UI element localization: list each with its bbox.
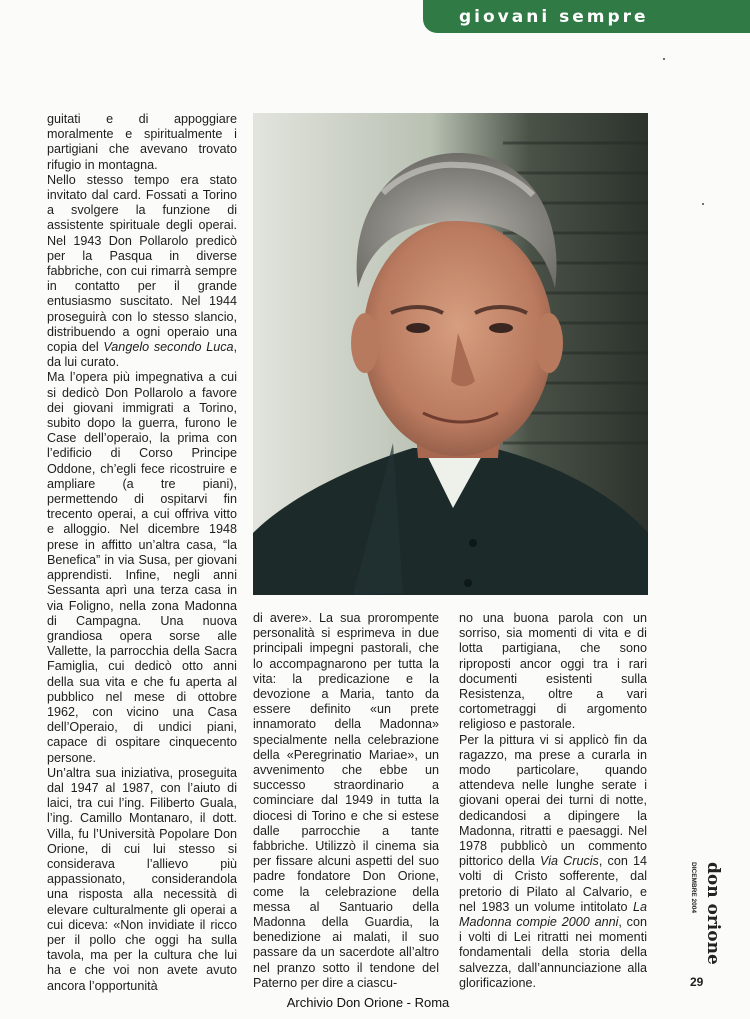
portrait-photo: [253, 113, 648, 595]
paragraph: Nello stesso tempo era stato invitato dal card. Fossati a Torino a svolgere la funzione di assistente spirituale degli operai. Nel 1943 Don Pollarolo predicò per la Pasqua in diverse fabbriche, con cui rimarrà sempre in contatto per il grande entusiasmo suscitato. Nel 1944 proseguirà con lo stesso slancio, distribuendo a ogni operaio una copia del Vangelo secondo Luca, da lui curato.: [47, 172, 237, 370]
archive-footer: [0, 995, 750, 1010]
paragraph: Ma l’opera più impegnativa a cui si dedicò Don Pollarolo a favore dei giovani immigrati a Torino, subito dopo la guerra, furono le Case dell’operaio, la prima con l’edificio di Corso Principe Oddone, ch’egli fece ricostruire e ampliare (a tre piani), permettendo di ospitarvi fin trecento operai, a cui offriva vitto e alloggio. Nel dicembre 1948 prese in affitto un’altra casa, “la Benefica” in via Susa, per giovani apprendisti. Infine, negli anni Sessanta aprì una terza casa in via Foligno, nella zona Madonna di Campagna. Una nuova grandiosa opera sorse alle Vallette, la parrocchia della Sacra Famiglia, cui dedicò otto anni della sua vita e che fu aperta al pubblico nel mese di ottobre 1962, con vicino una Casa dell’Operaio, di undici piani, capace di ospitare cinquecento persone.: [47, 370, 237, 765]
article-column-3: [459, 611, 647, 991]
book-title: Via Crucis: [540, 854, 599, 869]
magazine-side-logo: [688, 862, 723, 972]
book-title: La Madonna compie 2000 anni: [459, 899, 647, 930]
page-number: 29: [690, 975, 704, 989]
archive-label: Archivio Don Orione - Roma: [286, 995, 450, 1010]
paragraph: Un’altra sua iniziativa, proseguita dal 1947 al 1987, con l’aiuto di laici, tra cui l’ing. Filiberto Guala, l’ing. Camillo Montanaro, il dott. Villa, fu l’Università Popolare Don Orione, di cui lui stesso si considerava l’allievo più appassionato, considerandola una risposta alla necessità di elevare culturalmente gli operai a cui diceva: «Non invidiate il ricco per il pollo che oggi ha sulla tavola, ma per la cultura che lui ha e che voi non avete avuto ancora l’opportunità: [47, 765, 237, 993]
section-header-bar: [423, 0, 750, 33]
article-column-1: [47, 112, 237, 994]
scan-speck: [663, 58, 665, 60]
paragraph: guitati e di appoggiare moralmente e spiritualmente i partigiani che avevano trovato rifugio in montagna.: [47, 112, 237, 172]
book-title: Vangelo secondo Luca: [103, 340, 234, 355]
paragraph: di avere». La sua prorompente personalità si esprimeva in due principali impegni pastorali, che lo accompagnarono per tutta la vita: la predicazione e la devozione a Maria, tanto da essere definito «un prete innamorato della Madonna» specialmente nella celebrazione della «Peregrinatio Mariae», un avvenimento che ebbe un successo straordinario a cominciare dal 1949 in tutta la diocesi di Torino e che si estese dalle parrocchie a tante fabbriche. Utilizzò il cinema sia per fissare alcuni aspetti del suo padre fondatore Don Orione, come la celebrazione della messa al Santuario della Madonna della Guardia, la benedizione ai malati, il suo passare da un sacerdote all’altro nel pranzo sotto il tendone del Paterno per dire a ciascu-: [253, 611, 439, 990]
scan-speck: [702, 203, 704, 205]
paragraph: Per la pittura vi si applicò fin da ragazzo, ma prese a curarla in modo particolare, quando attendeva nelle lunghe serate i giovani operai dei turni di notte, dedicandosi a dipingere la Madonna, ritratti e paesaggi. Nel 1978 pubblicò un commento pittorico della Via Crucis, con 14 volti di Cristo sofferente, dal pretorio di Pilato al Calvario, e nel 1983 un volume intitolato La Madonna compie 2000 anni, con i volti di Lei ritratti nei momenti fondamentali della storia della salvezza, dall’annunciazione alla glorificazione.: [459, 732, 647, 990]
article-column-2: [253, 611, 439, 991]
paragraph: no una buona parola con un sorriso, sia momenti di vita e di lotta partigiana, che sono riproposti ancor oggi tra i rari documenti esistenti sulla Resistenza, oltre a vari cortometraggi di argomento religioso e pastorale.: [459, 611, 647, 732]
section-title: giovani sempre: [459, 7, 649, 27]
issue-date: DICEMBRE 2004: [690, 862, 697, 913]
magazine-name: don orione: [703, 862, 723, 965]
